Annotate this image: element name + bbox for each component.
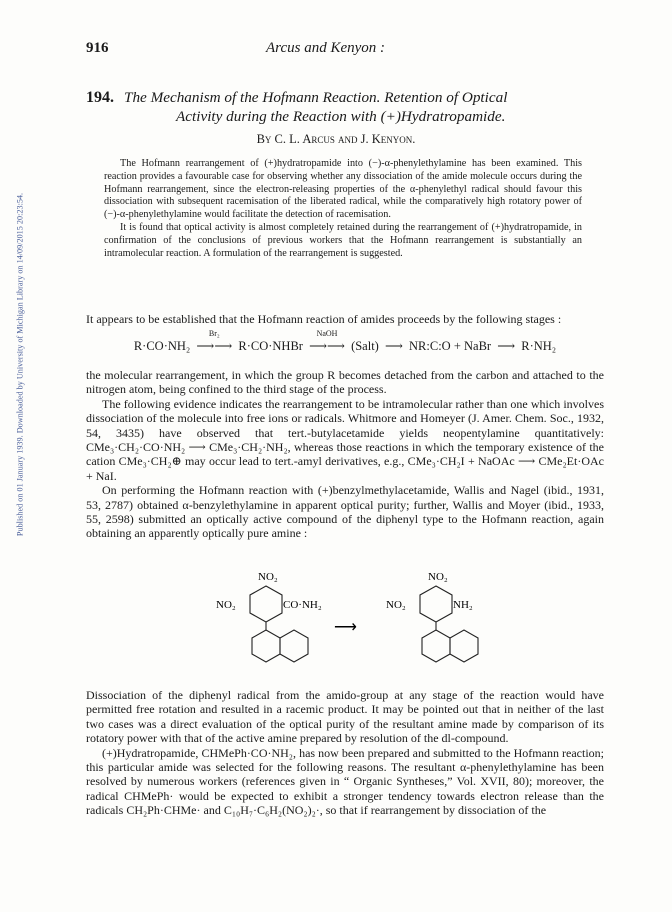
eq-step-3: (Salt) (351, 339, 379, 353)
reaction-equation (86, 329, 604, 354)
left-top-nitro: NO₂ (258, 571, 278, 583)
title-line-2: Activity during the Reaction with (+)Hydratropamide. (176, 108, 506, 125)
intro-text: It appears to be established that the Hofmann reaction of amides proceeds by the following stages : (86, 312, 562, 326)
abstract-paragraph-1: The Hofmann rearrangement of (+)hydratropamide into (−)-α-phenylethylamine has been examined. This reaction provides a favourable case for observing whether any dissociation of the amide molecule occurs during the Hofmann rearrangement, since the electron-releasing properties of the α-phenylethyl radical should favour this dissociation with subsequent racemisation of the liberated radical, while the comparatively high rotatory power of (−)-α-phenylethylamine would facilitate the detection of racemisation. (104, 158, 582, 221)
left-upper-ring (250, 586, 282, 622)
right-side-nitro: NO₂ (386, 599, 406, 611)
diphenyl-structure-diagram (186, 568, 506, 680)
left-naphthalene-ring-b (280, 630, 308, 662)
paragraph-after-equation: the molecular rearrangement, in which the group R becomes detached from the carbon and attached to the nitrogen atom, being confined to the third stage of the process. (86, 368, 604, 397)
right-top-nitro: NO₂ (428, 571, 448, 583)
intro-paragraph (86, 312, 604, 326)
main-text-lower (86, 688, 604, 818)
eq-step-1: R·CO·NH₂ (133, 339, 191, 353)
eq-arrow-2: NaOH ⟶⟶ (309, 329, 345, 353)
eq-reagent-2: NaOH (316, 329, 338, 338)
download-watermark: Published on 01 January 1939. Downloaded by University of Michigan Library on 14/09/2015 20:23:54. (15, 192, 25, 537)
eq-step-5: R·NH₂ (521, 339, 557, 353)
left-amide-group: CO·NH₂ (283, 599, 322, 611)
authors: By C. L. Arcus and J. Kenyon. (256, 132, 416, 146)
eq-arrow-4: ⟶ (497, 339, 516, 353)
right-upper-ring (420, 586, 452, 622)
paragraph-wallis: On performing the Hofmann reaction with (+)benzylmethylacetamide, Wallis and Nagel (ibid., 1931, 53, 2787) obtained α-benzylethylamine in apparent optical purity; further, Wallis and Moyer (ibid., 1933, 55, 2598) submitted an optically active compound of the diphenyl type to the Hofmann reaction, again obtaining an apparently optically pure amine : (86, 483, 604, 541)
abstract (104, 158, 582, 260)
eq-reagent-1: Br₂ (208, 329, 220, 338)
left-naphthalene-ring-a (252, 630, 280, 662)
eq-step-2: R·CO·NHBr (238, 339, 303, 353)
paragraph-hydratropamide: (+)Hydratropamide, CHMePh·CO·NH₂, has now been prepared and submitted to the Hofmann reaction; this particular amide was selected for the following reasons. The resultant α-phenylethylamine has been resolved by numerous workers (references given in “ Organic Syntheses,” Vol. XVII, 80); moreover, the radical CHMePh· would be expected to exhibit a stronger tendency towards electron release than the radicals CH₂Ph·CHMe· and C₁₀H₇·C₆H₂(NO₂)₂·, so that if rearrangement by dissociation of the (86, 745, 604, 818)
page-number: 916 (86, 40, 109, 56)
right-naphthalene-ring-b (450, 630, 478, 662)
article-title (86, 88, 604, 126)
main-text-upper (86, 368, 604, 541)
eq-arrow-3: ⟶ (384, 339, 403, 353)
right-amine-group: NH₂ (453, 599, 473, 611)
title-line-1: The Mechanism of the Hofmann Reaction. Retention of Optical (124, 89, 508, 106)
reaction-arrow: ⟶ (334, 619, 357, 636)
running-title: Arcus and Kenyon : (266, 40, 386, 56)
right-naphthalene-ring-a (422, 630, 450, 662)
paragraph-dissociation: Dissociation of the diphenyl radical from the amido-group at any stage of the reaction would have permitted free rotation and resulted in a racemic product. It may be pointed out that in neither of the last two cases was a direct evaluation of the optical purity of the resultant amine made by comparison of its rotatory power with that of the active amine prepared by resolution of the dl-compound. (86, 688, 604, 746)
abstract-paragraph-2: It is found that optical activity is almost completely retained during the rearrangement of (+)hydratropamide, in confirmation of the conclusions of previous workers that the Hofmann rearrangement is substantially an intramolecular reaction. A formulation of the rearrangement is suggested. (104, 221, 582, 259)
article-number: 194. (86, 89, 114, 106)
paragraph-evidence: The following evidence indicates the rearrangement to be intramolecular rather than one which involves dissociation of the molecule into free ions or radicals. Whitmore and Homeyer (J. Amer. Chem. Soc., 1932, 54, 3435) have observed that tert.-butylacetamide yields neopentylamine quantitatively: CMe₃·CH₂·CO·NH₂ ⟶ CMe₃·CH₂·NH₂, whereas those reactions in which the temporary existence of the cation CMe₃·CH₂⊕ may occur lead to tert.-amyl derivatives, e.g., CMe₃·CH₂I + NaOAc ⟶ CMe₂Et·OAc + NaI. (86, 396, 604, 483)
eq-arrow-1: Br₂ ⟶⟶ (196, 329, 233, 353)
eq-step-4: NR:C:O + NaBr (409, 339, 492, 353)
left-side-nitro: NO₂ (216, 599, 236, 611)
